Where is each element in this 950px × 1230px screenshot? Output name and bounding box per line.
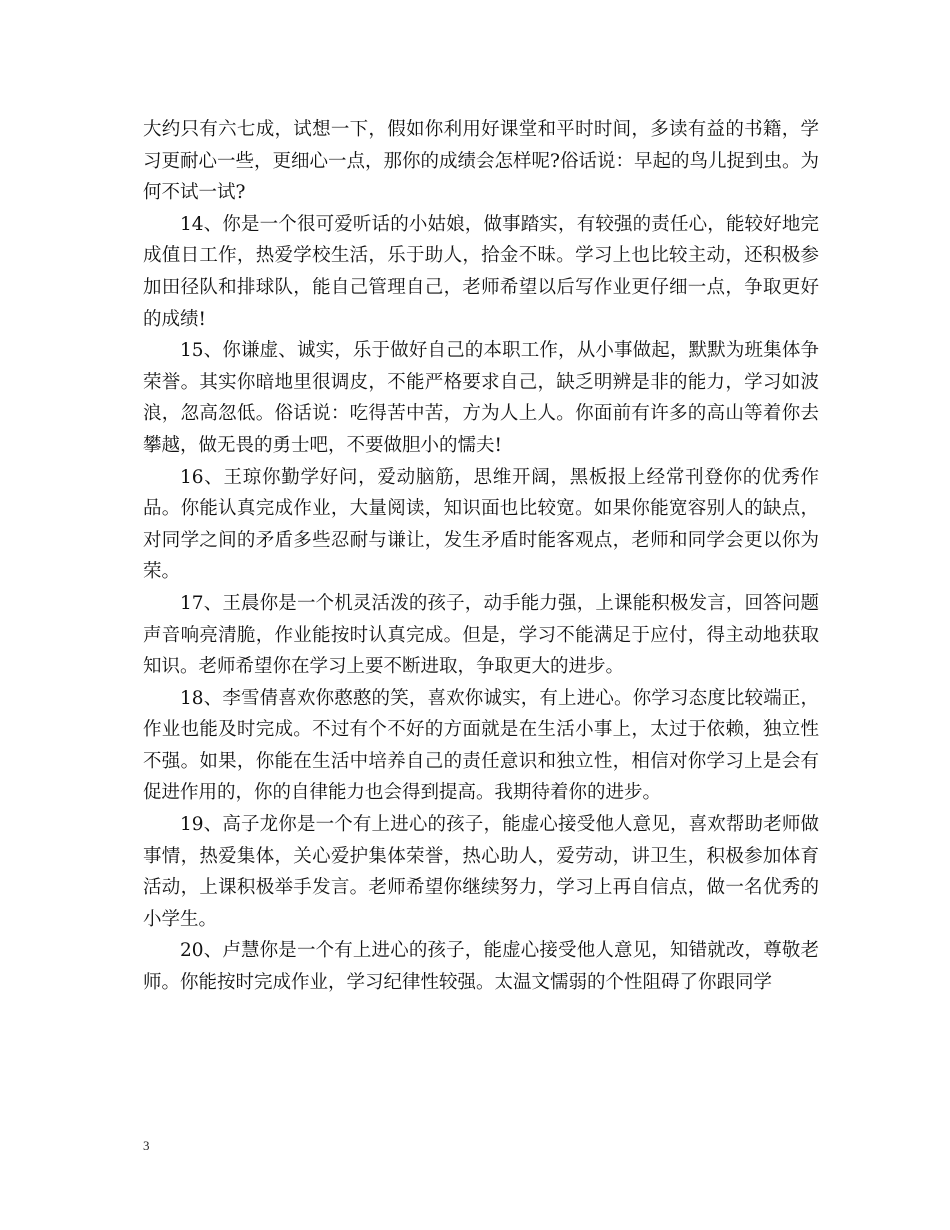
paragraph-comment-19: 19、高子龙你是一个有上进心的孩子，能虚心接受他人意见，喜欢帮助老师做事情，热爱集体，关心爱护集体荣誉，热心助人，爱劳动，讲卫生，积极参加体育活动，上课积极举手发言。老师希望你继续努力，学习上再自信点，做一名优秀的小学生。 — [143, 814, 819, 930]
paragraph-comment-17: 17、王晨你是一个机灵活泼的孩子，动手能力强，上课能积极发言，回答问题声音响亮清脆，作业能按时认真完成。但是，学习不能满足于应付，得主动地获取知识。老师希望你在学习上要不断进取，争取更大的进步。 — [143, 592, 819, 678]
paragraph-comment-16: 16、王琼你勤学好问，爱动脑筋，思维开阔，黑板报上经常刊登你的优秀作品。你能认真完成作业，大量阅读，知识面也比较宽。如果你能宽容别人的缺点，对同学之间的矛盾多些忍耐与谦让，发生矛盾时能客观点，老师和同学会更以你为荣。 — [143, 466, 819, 583]
paragraph-comment-20: 20、卢慧你是一个有上进心的孩子，能虚心接受他人意见，知错就改，尊敬老师。你能按时完成作业，学习纪律性较强。太温文懦弱的个性阻碍了你跟同学 — [143, 940, 819, 994]
paragraph-comment-15: 15、你谦虚、诚实，乐于做好自己的本职工作，从小事做起，默默为班集体争荣誉。其实你暗地里很调皮，不能严格要求自己，缺乏明辨是非的能力，学习如波浪，忽高忽低。俗话说：吃得苦中苦，方为人上人。你面前有许多的高山等着你去攀越，做无畏的勇士吧，不要做胆小的懦夫! — [143, 340, 819, 456]
paragraph-continuation: 大约只有六七成，试想一下，假如你利用好课堂和平时时间，多读有益的书籍，学习更耐心一些，更细心一点，那你的成绩会怎样呢?俗话说：早起的鸟儿捉到虫。为何不试一试? — [143, 119, 819, 204]
paragraph-comment-18: 18、李雪倩喜欢你憨憨的笑，喜欢你诚实，有上进心。你学习态度比较端正，作业也能及时完成。不过有个不好的方面就是在生活小事上，太过于依赖，独立性不强。如果，你能在生活中培养自己的责任意识和独立性，相信对你学习上是会有促进作用的，你的自律能力也会得到提高。我期待着你的进步。 — [143, 687, 819, 804]
document-body — [143, 114, 819, 999]
page-number: 3 — [143, 1138, 150, 1153]
paragraph-comment-14: 14、你是一个很可爱听话的小姑娘，做事踏实，有较强的责任心，能较好地完成值日工作，热爱学校生活，乐于助人，拾金不昧。学习上也比较主动，还积极参加田径队和排球队，能自己管理自己，老师希望以后写作业更仔细一点，争取更好的成绩! — [143, 213, 819, 330]
